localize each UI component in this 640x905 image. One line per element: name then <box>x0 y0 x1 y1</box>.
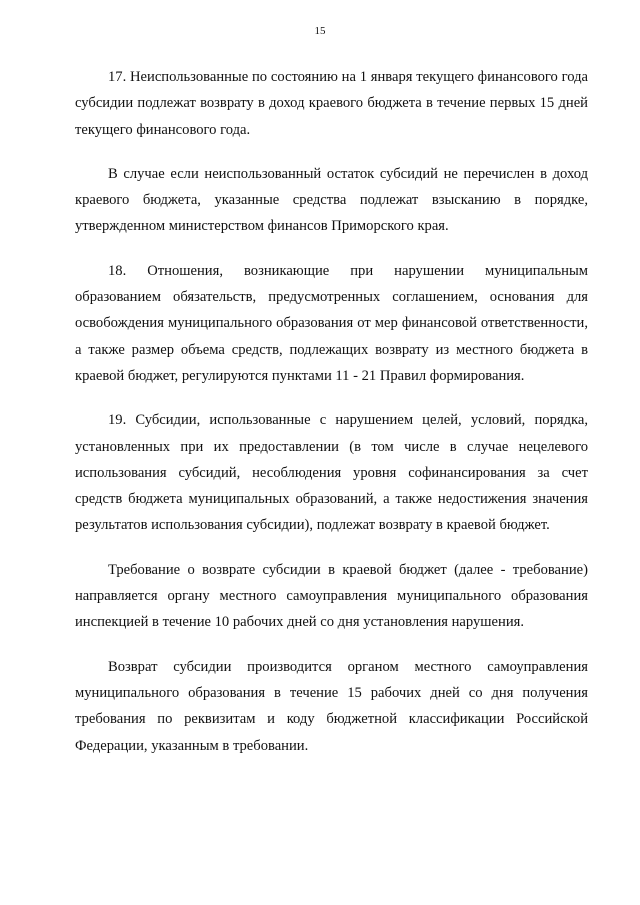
paragraph-17: 17. Неиспользованные по состоянию на 1 января текущего финансового года субсидии подлежат возврату в доход краевого бюджета в течение первых 15 дней текущего финансового года. <box>75 69 588 138</box>
paragraph-19-refund: Возврат субсидии производится органом местного самоуправления муниципального образования в течение 15 рабочих дней со дня получения требования по реквизитам и коду бюджетной классификации Российской Федерации, указанным в требовании. <box>75 658 588 754</box>
paragraph-18: 18. Отношения, возникающие при нарушении муниципальным образованием обязательств, предусмотренных соглашением, основания для освобождения муниципального образования от мер финансовой ответственности, а также размер объема средств, подлежащих возврату из местного бюджета в краевой бюджет, регулируются пунктами 11 - 21 Правил формирования. <box>75 262 588 384</box>
paragraph-19-requirement: Требование о возврате субсидии в краевой бюджет (далее - требование) направляется органу местного самоуправления муниципального образования инспекцией в течение 10 рабочих дней со дня установления нарушения. <box>75 561 588 631</box>
paragraph-17-unspent-balance: В случае если неиспользованный остаток субсидий не перечислен в доход краевого бюджета, указанные средства подлежат взысканию в порядке, утвержденном министерством финансов Приморского края. <box>75 165 588 235</box>
paragraph-19: 19. Субсидии, использованные с нарушением целей, условий, порядка, установленных при их предоставлении (в том числе в случае нецелевого использования субсидий, несоблюдения уровня софинансирования за счет средств бюджета муниципальных образований, а также недостижения значения результатов использования субсидии), подлежат возврату в краевой бюджет. <box>75 412 588 534</box>
document-body <box>75 64 588 777</box>
page-number: 15 <box>314 25 326 37</box>
